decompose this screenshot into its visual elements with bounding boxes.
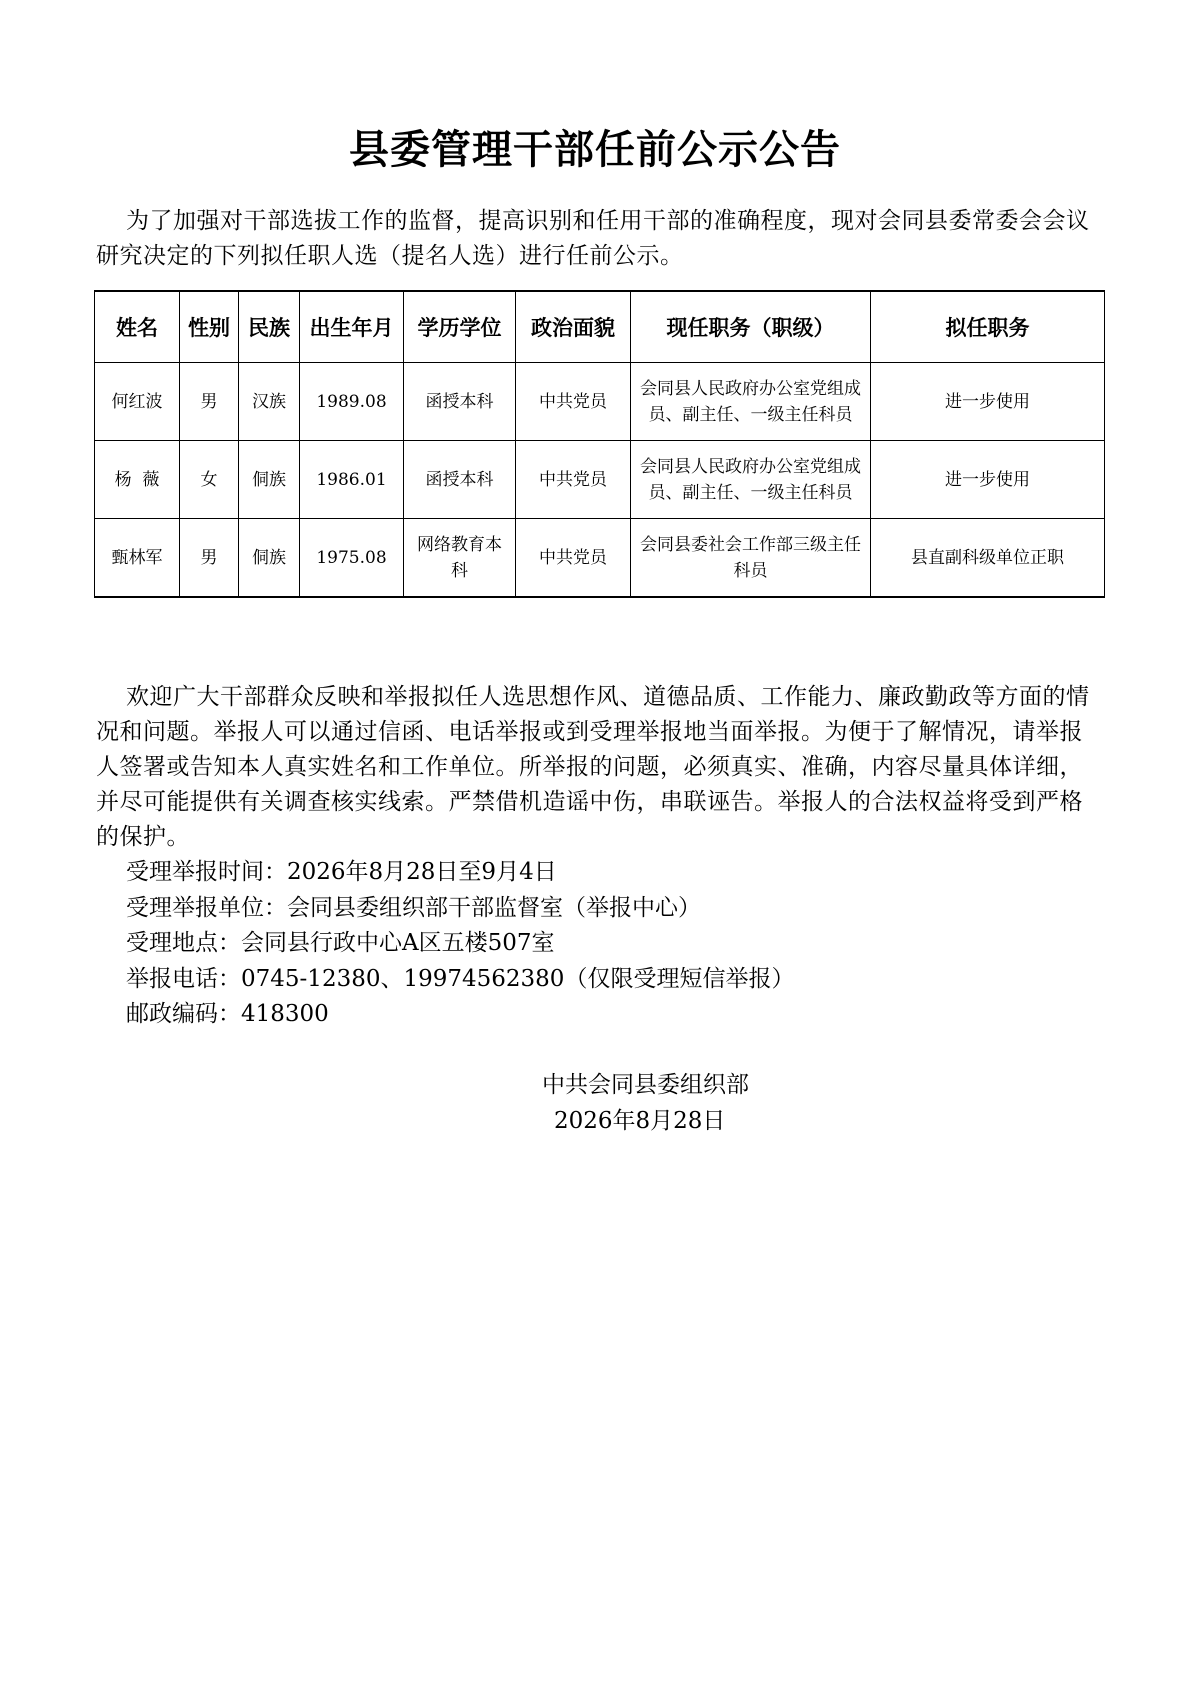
cell-birth: 1989.08: [300, 363, 404, 441]
report-location: 受理地点：会同县行政中心A区五楼507室: [126, 930, 555, 956]
document-title: 县委管理干部任前公示公告: [349, 127, 841, 173]
cell-education: 网络教育本科: [404, 519, 516, 598]
table-row: [95, 441, 1105, 519]
cell-name: 杨 薇: [95, 441, 180, 519]
cell-birth: 1986.01: [300, 441, 404, 519]
header-birth: 出生年月: [300, 291, 404, 363]
header-proposed-position: 拟任职务: [871, 291, 1105, 363]
report-phone: 举报电话：0745-12380、19974562380（仅限受理短信举报）: [126, 965, 795, 992]
issue-date: 2026年8月28日: [554, 1108, 726, 1134]
signature-block: [540, 1067, 780, 1139]
header-name: 姓名: [95, 291, 180, 363]
report-unit: 受理举报单位：会同县委组织部干部监督室（举报中心）: [126, 894, 701, 921]
cell-birth: 1975.08: [300, 519, 404, 598]
cell-current-position: 会同县人民政府办公室党组成员、副主任、一级主任科员: [631, 441, 871, 519]
cell-ethnicity: 侗族: [239, 441, 300, 519]
cell-gender: 男: [180, 519, 239, 598]
report-instructions-paragraph: 欢迎广大干部群众反映和举报拟任人选思想作风、道德品质、工作能力、廉政勤政等方面的情况和问题。举报人可以通过信函、电话举报或到受理举报地当面举报。为便于了解情况，请举报人签署或告知本人真实姓名和工作单位。所举报的问题，必须真实、准确，内容尽量具体详细，并尽可能提供有关调查核实线索。严禁借机造谣中伤，串联诬告。举报人的合法权益将受到严格的保护。: [96, 684, 1090, 850]
table-row: [95, 363, 1105, 441]
report-info-list: [126, 855, 794, 1033]
header-gender: 性别: [180, 291, 239, 363]
cell-education: 函授本科: [404, 363, 516, 441]
cell-gender: 男: [180, 363, 239, 441]
cell-current-position: 会同县人民政府办公室党组成员、副主任、一级主任科员: [631, 363, 871, 441]
cell-current-position: 会同县委社会工作部三级主任科员: [631, 519, 871, 598]
cell-gender: 女: [180, 441, 239, 519]
header-current-position: 现任职务（职级）: [631, 291, 871, 363]
intro-paragraph: 为了加强对干部选拔工作的监督，提高识别和任用干部的准确程度，现对会同县委常委会会议研究决定的下列拟任职人选（提名人选）进行任前公示。: [96, 208, 1090, 269]
cell-political-status: 中共党员: [516, 441, 631, 519]
cell-political-status: 中共党员: [516, 363, 631, 441]
cell-ethnicity: 侗族: [239, 519, 300, 598]
issuing-organization: 中共会同县委组织部: [542, 1072, 749, 1098]
header-ethnicity: 民族: [239, 291, 300, 363]
report-time: 受理举报时间：2026年8月28日至9月4日: [126, 859, 557, 885]
postal-code: 邮政编码：418300: [126, 1001, 329, 1027]
table-header-row: [95, 291, 1105, 363]
header-political-status: 政治面貌: [516, 291, 631, 363]
table-row: [95, 519, 1105, 598]
candidate-table: [94, 290, 1105, 598]
cell-name: 何红波: [95, 363, 180, 441]
cell-political-status: 中共党员: [516, 519, 631, 598]
cell-proposed-position: 县直副科级单位正职: [871, 519, 1105, 598]
header-education: 学历学位: [404, 291, 516, 363]
cell-ethnicity: 汉族: [239, 363, 300, 441]
cell-proposed-position: 进一步使用: [871, 363, 1105, 441]
cell-education: 函授本科: [404, 441, 516, 519]
cell-proposed-position: 进一步使用: [871, 441, 1105, 519]
cell-name: 甄林军: [95, 519, 180, 598]
